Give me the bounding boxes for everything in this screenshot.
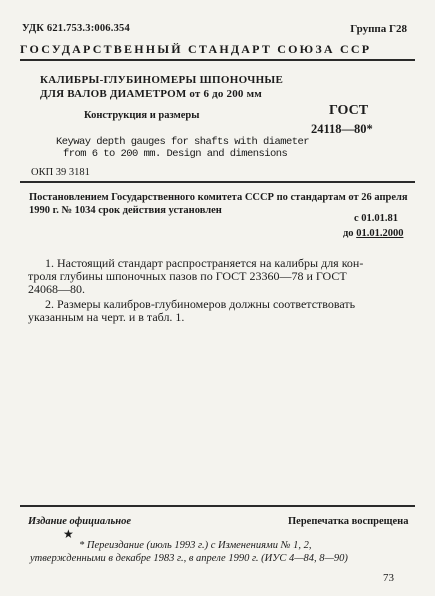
title-line-1: КАЛИБРЫ-ГЛУБИНОМЕРЫ ШПОНОЧНЫЕ: [40, 74, 284, 86]
okp-rule: [20, 181, 415, 183]
paragraph-1-line-2: троля глубины шпоночных пазов по ГОСТ 23360—78 и ГОСТ: [28, 269, 347, 283]
validity-from: с 01.01.81: [354, 213, 399, 224]
document-subtitle: Конструкция и размеры: [84, 110, 200, 121]
paragraph-2-line-2: указанным на черт. и в табл. 1.: [28, 310, 185, 324]
gost-number: 24118—80*: [311, 122, 373, 136]
validity-to: до 01.01.2000: [343, 228, 404, 239]
decree-line-2: 1990 г. № 1034 срок действия установлен: [29, 205, 222, 216]
star-icon: ★: [63, 527, 74, 541]
title-line-2: ДЛЯ ВАЛОВ ДИАМЕТРОМ от 6 до 200 мм: [40, 88, 262, 100]
english-title-line-2: from 6 to 200 mm. Design and dimensions: [63, 148, 288, 160]
english-title-line-1: Keyway depth gauges for shafts with diameter: [56, 136, 310, 148]
paragraph-1-line-1: 1. Настоящий стандарт распространяется на калибры для кон-: [45, 256, 364, 270]
udk-code: УДК 621.753.3:006.354: [22, 23, 130, 34]
official-edition: Издание официальное: [28, 516, 132, 527]
paragraph-2-line-1: 2. Размеры калибров-глубиномеров должны соответствовать: [45, 297, 356, 311]
paragraph-1-line-3: 24068—80.: [28, 282, 85, 296]
standard-header: ГОСУДАРСТВЕННЫЙ СТАНДАРТ СОЮЗА ССР: [20, 42, 372, 56]
gost-label: ГОСТ: [329, 103, 369, 118]
reissue-note-line-1: * Переиздание (июль 1993 г.) с Изменениями № 1, 2,: [79, 540, 312, 551]
group-code: Группа Г28: [350, 23, 407, 35]
footer-rule: [20, 505, 415, 507]
reprint-prohibited: Перепечатка воспрещена: [288, 516, 409, 527]
page-number: 73: [383, 572, 394, 584]
reissue-note-line-2: утвержденными в декабре 1983 г., в апреле 1990 г. (ИУС 4—84, 8—90): [30, 553, 348, 564]
okp-code: ОКП 39 3181: [31, 167, 90, 178]
decree-line-1: Постановлением Государственного комитета СССР по стандартам от 26 апреля: [29, 192, 408, 203]
header-rule: [20, 59, 415, 61]
